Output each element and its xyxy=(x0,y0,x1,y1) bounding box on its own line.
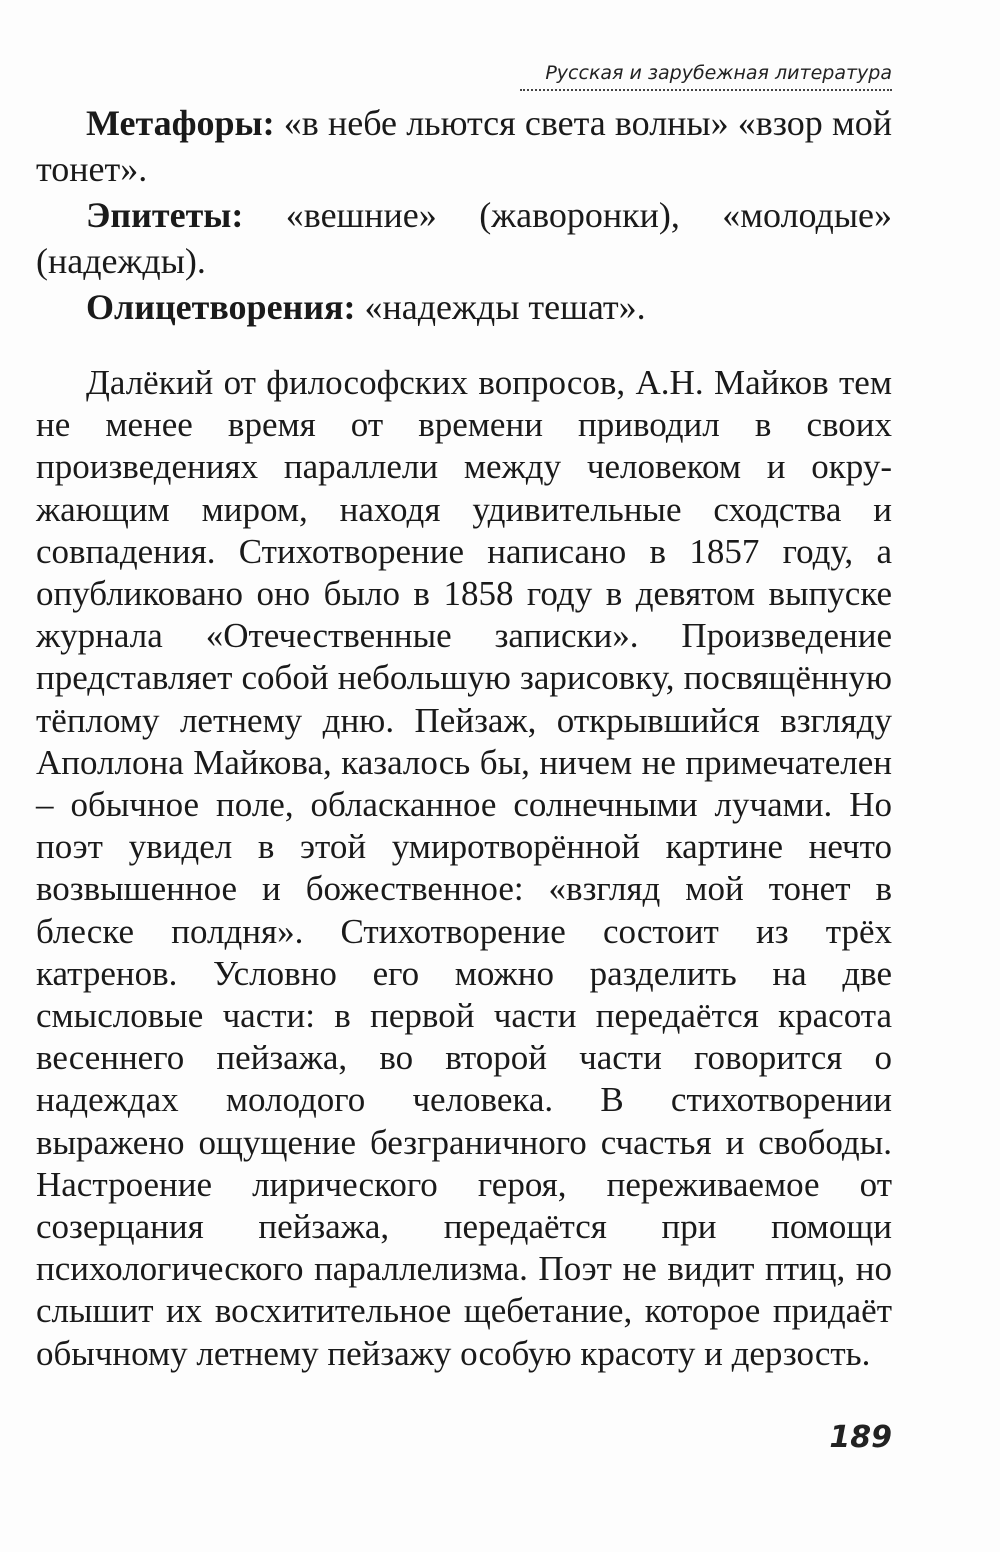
term-personifications xyxy=(36,284,892,330)
term-epithets xyxy=(36,192,892,284)
term-metaphors xyxy=(36,100,892,192)
page-number: 189 xyxy=(829,1420,892,1455)
term-label: Метафоры: xyxy=(86,103,275,143)
running-header: Русская и зарубежная литература xyxy=(520,62,892,91)
term-text: «надежды тешат». xyxy=(355,287,646,327)
term-text: «в небе льются света волны» «взор мой тонет». xyxy=(36,103,892,189)
literary-devices-list xyxy=(36,100,892,330)
term-text: «вешние» (жаворонки), «молодые» (надежды). xyxy=(36,195,892,281)
term-label: Эпитеты: xyxy=(86,195,244,235)
body-paragraph: Далёкий от философских вопросов, А.Н. Майков тем не менее время от времени приводил в своих произведениях параллели между человеком и окружающим миром, находя удивительные сходства и совпадения. Стихотворение написано в 1857 году, а опубликовано оно было в 1858 году в девятом выпуске журнала «Отечественные записки». Произведение представляет собой небольшую зарисовку, посвящённую тёплому летнему дню. Пейзаж, открывшийся взгляду Аполлона Майкова, казалось бы, ничем не примечателен – обычное поле, обласканное солнечными лучами. Но поэт увидел в этой умиротворённой картине нечто возвышенное и божественное: «взгляд мой тонет в блеске полдня». Стихотворение состоит из трёх катренов. Условно его можно разделить на две смысловые части: в первой части передаётся красота весеннего пейзажа, во второй части говорится о надеждах молодого человека. В стихотворении выражено ощущение безграничного счастья и свободы. Настроение лирического героя, переживаемое от созерцания пейзажа, передаётся при помощи психологического параллелизма. Поэт не видит птиц, но слышит их восхитительное щебетание, которое придаёт обычному летнему пейзажу особую красоту и дерзость. xyxy=(36,363,892,1373)
term-label: Олицетворения: xyxy=(86,287,356,327)
